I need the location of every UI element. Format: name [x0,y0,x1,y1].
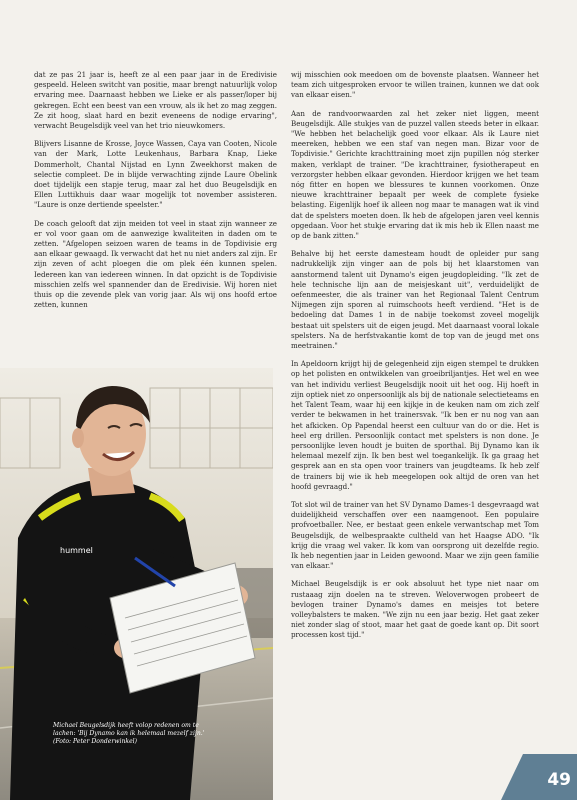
article-paragraph: wij misschien ook meedoen om de bovenste plaatsen. Wanneer het team zich uitgesproken ervoor te willen trainen, kunnen we dat ook van elkaar eisen." [291,70,539,100]
article-paragraph: Blijvers Lisanne de Krosse, Joyce Wassen, Caya van Cooten, Nicole van der Mark, Lotte Leukenhaus, Barbara Knap, Lieke Dommerholt, Chantal Nijstad en Lynn Zweekhorst maken de selectie compleet. De in blijde verwachting zijnde Laure Obelink doet tijdelijk een stapje terug, maar zal het duo Beugelsdijk en Ellen Luttikhuis daar waar mogelijk tot november assisteren. "Laure is onze dertiende speelster." [34,139,277,210]
article-paragraph: Behalve bij het eerste damesteam houdt de opleider pur sang nadrukkelijk zijn vinger aan de pols bij het klaarstomen van aanstormend talent uit Dynamo's eigen jeugdopleiding. "Ik zet de hele technische lijn aan de meisjeskant uit", verduidelijkt de oefenmeester, die als trainer van het Regionaal Talent Centrum Nijmegen zijn sporen al ruimschoots heeft verdiend. "Het is de bedoeling dat Dames 1 in de nabije toekomst zoveel mogelijk bestaat uit spelsters uit de eigen jeugd. Met daarnaast vooral lokale spelsters. Na de herfstvakantie komt de top van de jeugd met ons meetrainen." [291,249,539,351]
article-column-left [34,70,277,318]
shirt-brand-text: hummel [60,546,93,555]
article-paragraph: Aan de randvoorwaarden zal het zeker niet liggen, meent Beugelsdijk. Alle stukjes van de puzzel vallen steeds beter in elkaar. "We hebben het belachelijk goed voor elkaar. Als ik Laure niet meereken, hebben we een staf van negen man. Bizar voor de Topdivisie." Gerichte krachttraining moet zijn pupillen nóg sterker maken, verklapt de trainer. "De krachttrainer, fysiotherapeut en verzorgster hebben elkaar gevonden. Hierdoor krijgen we het team nóg fitter en hopen we blessures te kunnen voorkomen. Onze nieuwe krachttrainer bepaalt per week de complete fysieke belasting. Eigenlijk hoef ik alleen nog maar te managen wat ik vind dat de spelsters moeten doen. Ik heb de afgelopen jaren veel kennis opgedaan. Voor het stukje ervaring dat ik mis heb ik Ellen naast me op de bank zitten." [291,108,539,241]
page-number: 49 [547,770,571,790]
article-paragraph: De coach gelooft dat zijn meiden tot veel in staat zijn wanneer ze er vol voor gaan om de aanwezige kwaliteiten in daden om te zetten. "Afgelopen seizoen waren de teams in de Topdivisie erg aan elkaar gewaagd. Ik verwacht dat het nu niet anders zal zijn. Er zijn zeven of acht ploegen die om plek één kunnen spelen. Iedereen kan van iedereen winnen. In dat opzicht is de Topdivisie misschien zelfs wel spannender dan de Eredivisie. Wij horen niet thuis op die zevende plek van vorig jaar. Als wij ons hoofd ertoe zetten, kunnen [34,218,277,310]
article-paragraph: Tot slot wil de trainer van het SV Dynamo Dames-1 desgevraagd wat duidelijkheid verschaffen over een naamgenoot. Een populaire profvoetballer. Nee, er bestaat geen enkele verwantschap met Tom Beugelsdijk, de welbespraakte cultheld van het Haagse ADO. "Ik krijg die vraag wel vaker. Ik kom van oorsprong uit dezelfde regio. Ik heb negentien jaar in Leiden gewoond. Maar we zijn geen familie van elkaar." [291,499,539,571]
article-column-right [291,70,539,649]
article-paragraph: In Apeldoorn krijgt hij de gelegenheid zijn eigen stempel te drukken op het polisten en ontwikkelen van groeibriljantjes. Het wel en wee van het individu verliest Beugelsdijk nooit uit het oog. Hij hoeft in zijn optiek niet zo onpersoonlijk als bij de nationale selectieteams en het Talent Team, waar hij een kijkje in de keuken nam om zich zelf verder te bekwamen in het trainersvak. "Ik ben er nu nog van aan het afkicken. Op Papendal heerst een cultuur van do or die. Het is heel erg drillen. Persoonlijk contact met spelsters is non done. Je persoonlijke leven houdt je buiten de sporthal. Bij Dynamo kan ik helemaal mezelf zijn. Ik ben best wel toegankelijk. Ik ga graag het gesprek aan en sta open voor trainers van jeugdteams. Ik heb zelf de trainers bij wie ik heb meegelopen ook altijd de oren van het hoofd gevraagd." [291,359,539,491]
photo-caption: Michael Beugelsdijk heeft volop redenen om te lachen: 'Bij Dynamo kan ik helemaal mezelf zijn.' (Foto: Peter Donderwinkel) [53,722,205,745]
article-paragraph: Michael Beugelsdijk is er ook absoluut het type niet naar om rustaaag zijn doelen na te streven. Weloverwogen probeert de bevlogen trainer Dynamo's dames en meisjes tot betere volleybalsters te maken. "We zijn nu een jaar bezig. Het gaat zeker niet zonder slag of stoot, maar het gaat de goede kant op. Dit soort processen kost tijd." [291,579,539,640]
article-paragraph: dat ze pas 21 jaar is, heeft ze al een paar jaar in de Eredivisie gespeeld. Heleen switcht van positie, maar brengt natuurlijk volop ervaring mee. Daarnaast hebben we Lieke er als passer/loper bij gekregen. Echt een beest van een vrouw, als ik het zo mag zeggen. Ze zit hoog, slaat hard en bezit eveneens de nodige ervaring", verwacht Beugelsdijk veel van het trio nieuwkomers. [34,70,277,131]
